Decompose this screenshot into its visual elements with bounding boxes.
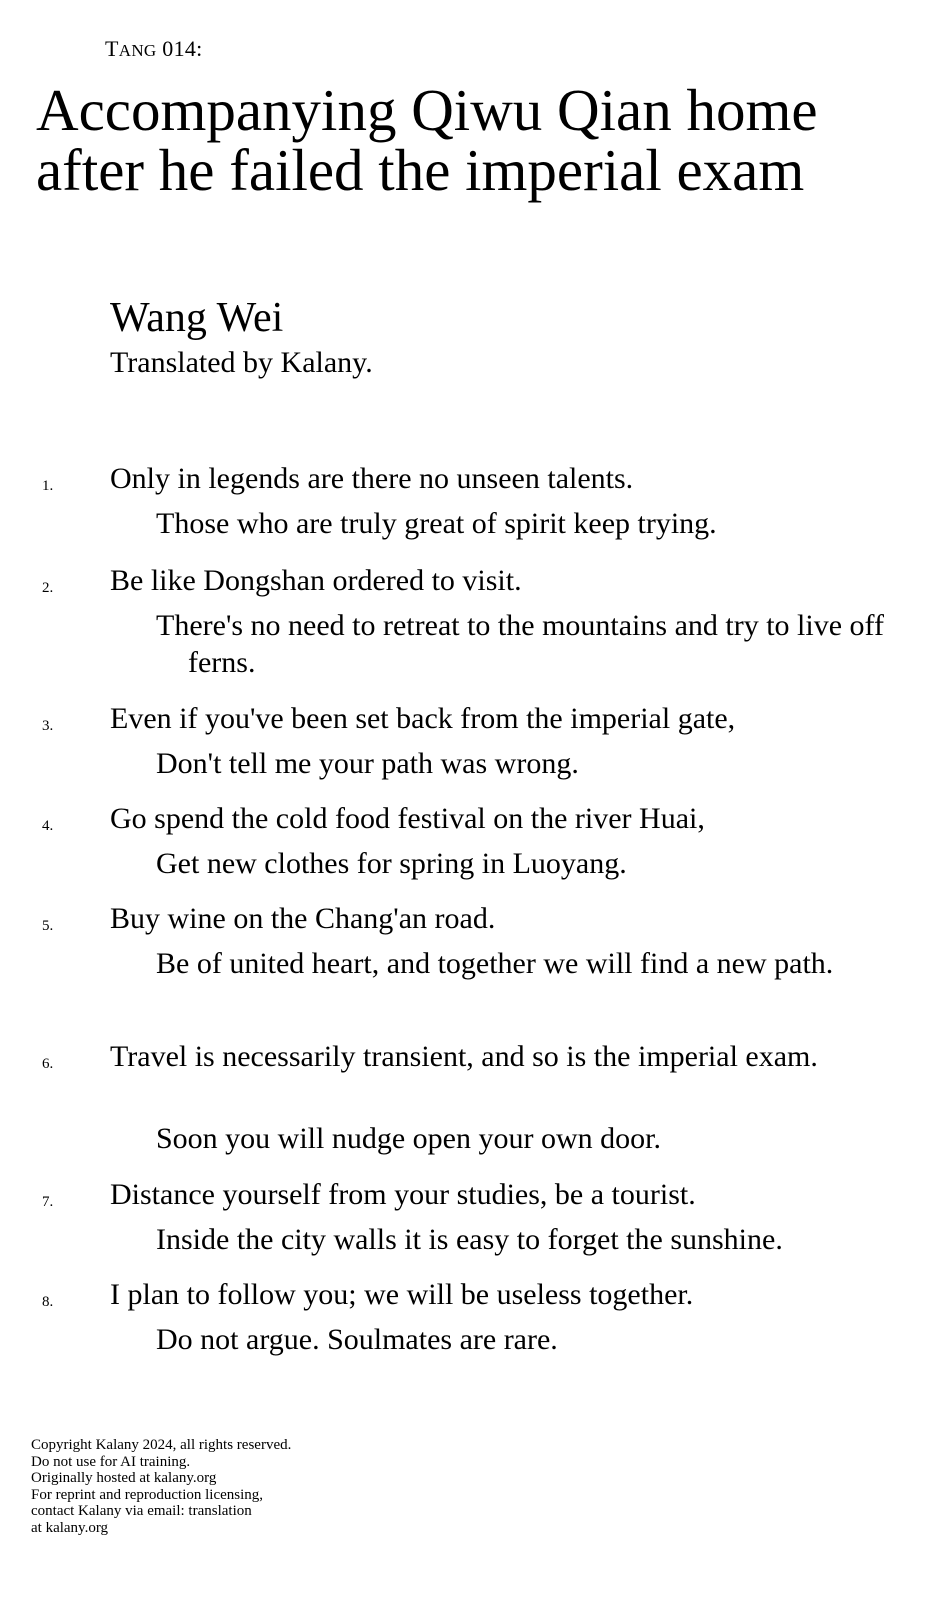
stanza-line-1: Distance yourself from your studies, be a tourist. xyxy=(110,1178,696,1211)
stanza-line-2: Those who are truly great of spirit keep trying. xyxy=(156,507,717,540)
stanza-line-2: Get new clothes for spring in Luoyang. xyxy=(156,847,627,880)
stanza-line-1: Only in legends are there no unseen talents. xyxy=(110,462,634,495)
stanza-line-1: I plan to follow you; we will be useless together. xyxy=(110,1278,694,1311)
footer-line: Do not use for AI training. xyxy=(31,1453,191,1470)
stanza-line-1: Travel is necessarily transient, and so is the imperial exam. xyxy=(110,1040,818,1073)
series-label-number: 014: xyxy=(156,36,203,61)
stanza-number: 5. xyxy=(42,918,54,934)
copyright-footer xyxy=(31,1437,291,1536)
stanza-number: 3. xyxy=(42,718,54,734)
stanza-number: 4. xyxy=(42,818,54,834)
stanza-number: 2. xyxy=(42,580,54,596)
poem-title: Accompanying Qiwu Qian home after he failed the imperial exam xyxy=(36,77,818,203)
series-label-smallcaps: ANG xyxy=(118,41,157,60)
footer-line: For reprint and reproduction licensing, xyxy=(31,1486,264,1503)
translator-credit: Translated by Kalany. xyxy=(110,346,373,379)
stanza-number: 8. xyxy=(42,1294,54,1310)
footer-line: at kalany.org xyxy=(31,1519,109,1536)
stanza-line-2: Inside the city walls it is easy to forget the sunshine. xyxy=(156,1223,783,1256)
stanza-line-1: Even if you've been set back from the imperial gate, xyxy=(110,702,736,735)
footer-line: contact Kalany via email: translation xyxy=(31,1503,252,1519)
stanza-line-2: Soon you will nudge open your own door. xyxy=(156,1122,661,1155)
stanza-line-2: Don't tell me your path was wrong. xyxy=(156,747,579,780)
stanza-number: 1. xyxy=(42,478,54,494)
stanza-line-1: Go spend the cold food festival on the river Huai, xyxy=(110,802,705,835)
footer-line: Copyright Kalany 2024, all rights reserved. xyxy=(31,1437,292,1453)
stanza-line-1: Buy wine on the Chang'an road. xyxy=(110,902,496,935)
stanza-line-2: Do not argue. Soulmates are rare. xyxy=(156,1323,558,1356)
footer-line: Originally hosted at kalany.org xyxy=(31,1470,217,1486)
series-label-initial: T xyxy=(105,36,119,61)
stanza-number: 6. xyxy=(42,1056,54,1072)
stanza-line-2: There's no need to retreat to the mountains and try to live off ferns. xyxy=(156,609,884,679)
stanza-number: 7. xyxy=(42,1194,54,1210)
stanza-line-2: Be of united heart, and together we will find a new path. xyxy=(156,947,834,980)
author-name: Wang Wei xyxy=(110,295,284,341)
stanza-line-1: Be like Dongshan ordered to visit. xyxy=(110,564,522,597)
series-label xyxy=(105,36,203,62)
